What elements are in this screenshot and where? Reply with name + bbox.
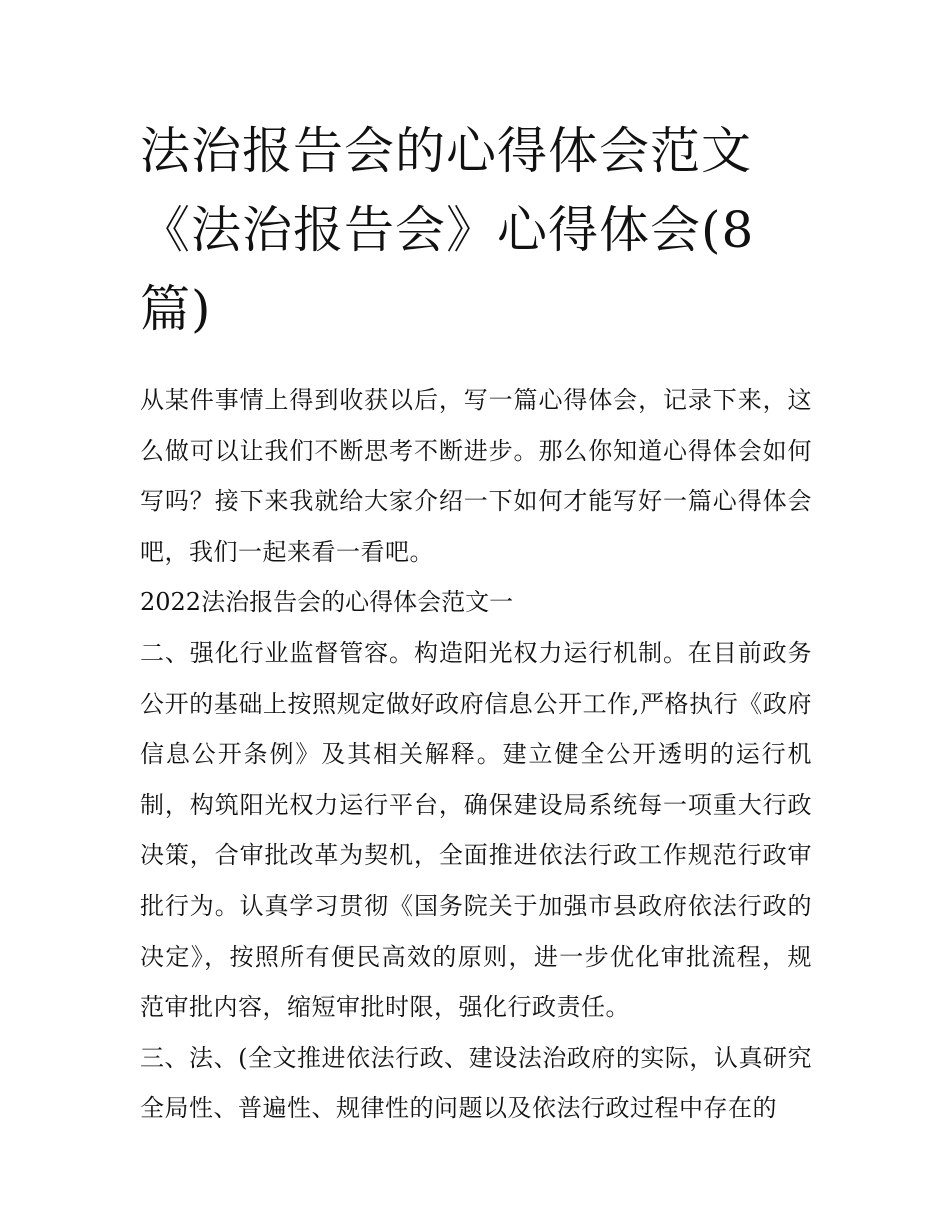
section-heading: 2022法治报告会的心得体会范文一 <box>140 588 514 617</box>
body-paragraph-2: 二、强化行业监督管容。构造阳光权力运行机制。在目前政务公开的基础上按照规定做好政府信息公开工作,严格执行《政府信息公开条例》及其相关解释。建立健全公开透明的运行机制，构筑阳光权力运行平台，确保建设局系统每一项重大行政决策，合审批改革为契机，全面推进依法行政工作规范行政审批行为。认真学习贯彻《国务院关于加强市县政府依法行政的决定》，按照所有便民高效的原则，进一步优化审批流程，规范审批内容，缩短审批时限，强化行政责任。 <box>140 638 812 1022</box>
body-paragraph-3: 三、法、(全文推进依法行政、建设法治政府的实际，认真研究全局性、普遍性、规律性的问题以及依法行政过程中存在的 <box>140 1043 812 1123</box>
document-content <box>140 112 812 1134</box>
document-title: 法治报告会的心得体会范文《法治报告会》心得体会(8篇) <box>140 122 755 338</box>
document-body <box>140 375 812 1134</box>
intro-paragraph: 从某件事情上得到收获以后，写一篇心得体会，记录下来，这么做可以让我们不断思考不断进步。那么你知道心得体会如何写吗？接下来我就给大家介绍一下如何才能写好一篇心得体会吧，我们一起来看一看吧。 <box>140 386 812 566</box>
